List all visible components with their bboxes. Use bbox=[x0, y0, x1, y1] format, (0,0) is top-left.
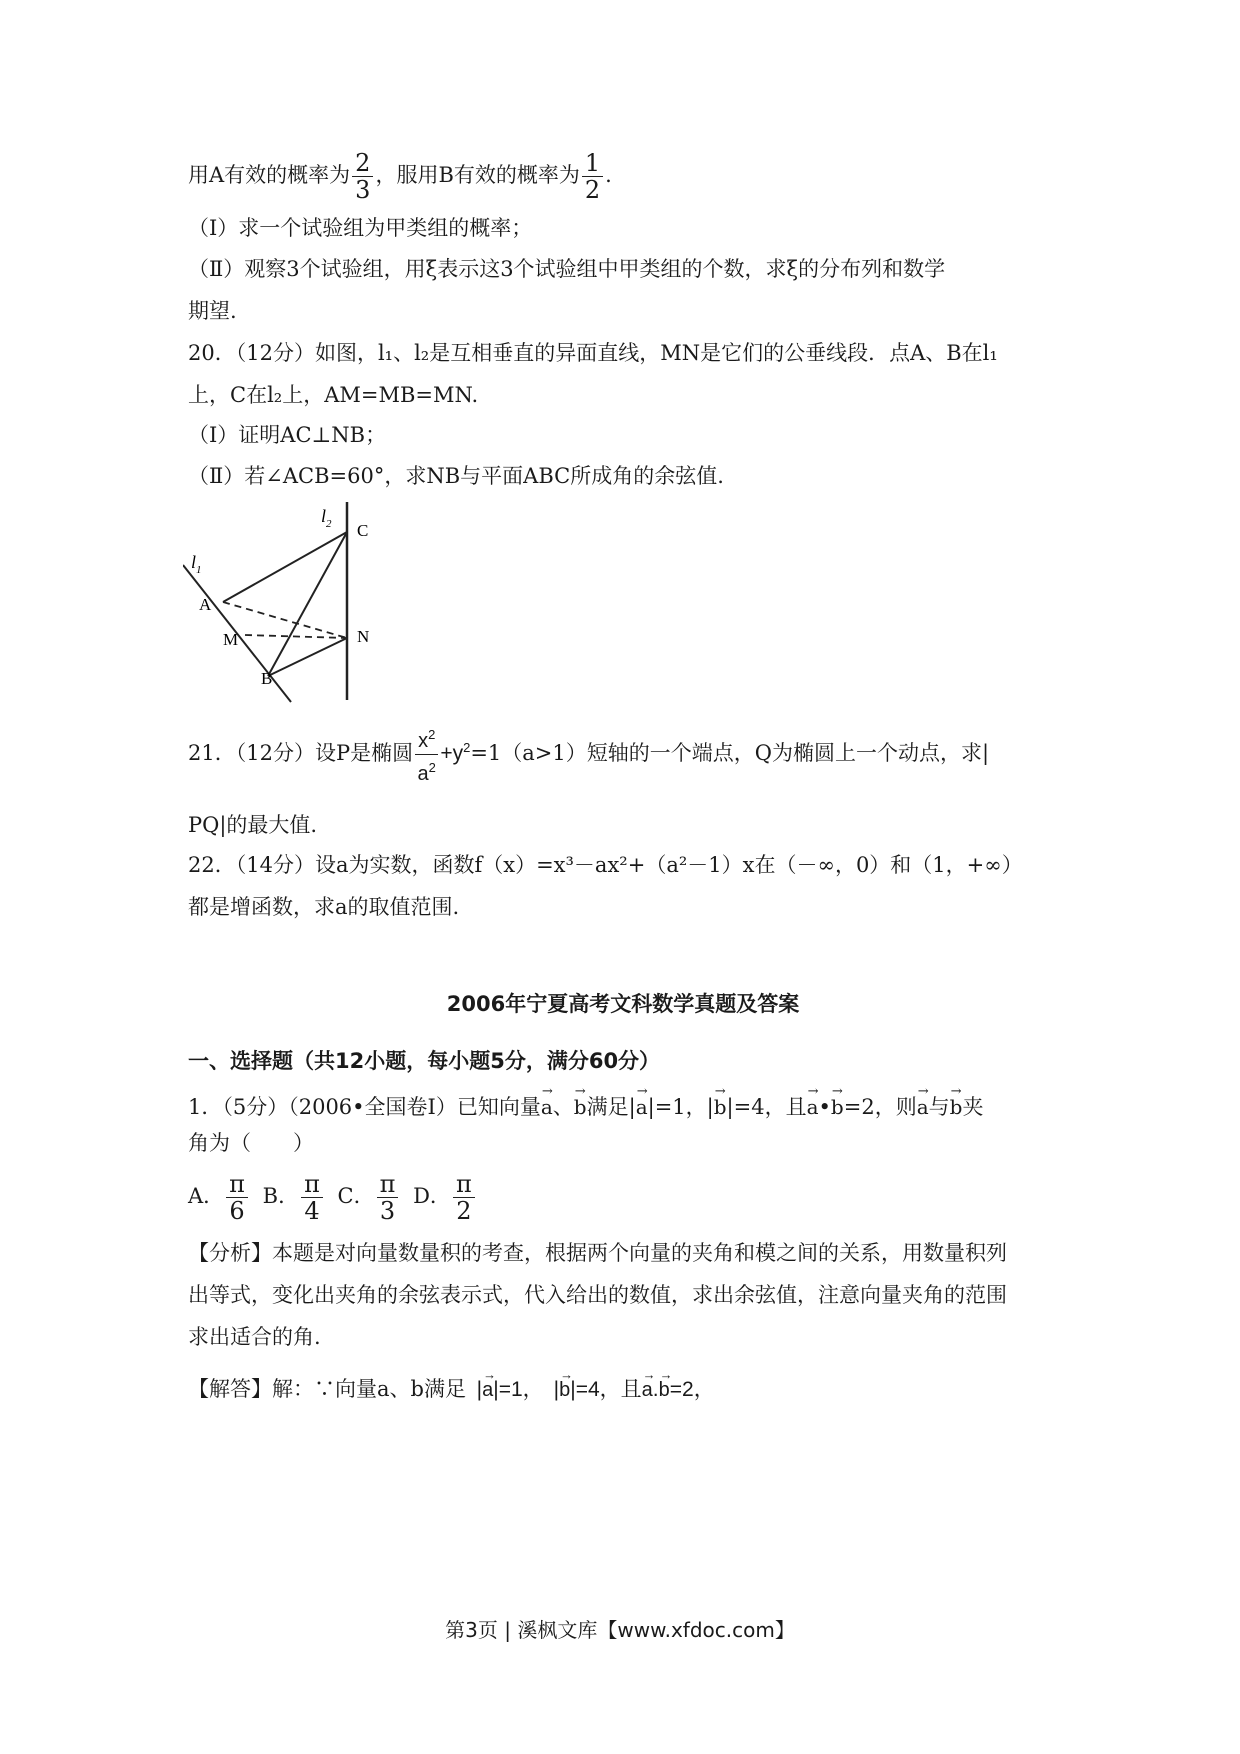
text: $+y^2$ bbox=[440, 740, 471, 765]
denominator: $a^2$ bbox=[417, 760, 436, 785]
text: |=1，| bbox=[647, 1095, 714, 1119]
q21-line2: PQ|的最大值. bbox=[188, 813, 318, 837]
label-c: C bbox=[357, 521, 369, 540]
segment-mn bbox=[245, 635, 347, 638]
option-a: A． $\frac{\pi}{6}$ bbox=[188, 1184, 250, 1208]
q21-line1 bbox=[188, 722, 989, 787]
text: ，服用B有效的概率为 bbox=[375, 163, 580, 187]
text: 与 bbox=[928, 1095, 950, 1119]
label-a: A bbox=[199, 595, 212, 614]
text: =1（a>1）短轴的一个端点，Q为椭圆上一个动点，求| bbox=[470, 741, 990, 765]
text: ，且 bbox=[599, 1377, 642, 1401]
label-n: N bbox=[357, 627, 370, 646]
label-b: B bbox=[261, 669, 273, 688]
fraction-two-thirds bbox=[352, 150, 373, 203]
vector-b: → b bbox=[831, 1086, 844, 1122]
vector-a: → a bbox=[541, 1086, 553, 1122]
q1-options bbox=[188, 1170, 477, 1224]
vector-a: → a bbox=[917, 1086, 929, 1122]
q20-line1: 20．（12分）如图，l₁、l₂是互相垂直的异面直线，MN是它们的公垂线段．点A、B在l₁ bbox=[188, 341, 998, 365]
text: ， bbox=[693, 1377, 715, 1401]
q20-line2: 上，C在l₂上，AM=MB=MN. bbox=[188, 383, 479, 407]
label-l2: $l_2$ bbox=[321, 506, 332, 530]
text: |=4，且 bbox=[726, 1095, 807, 1119]
label-m: M bbox=[223, 630, 239, 649]
vector-a: → a bbox=[807, 1086, 819, 1122]
label-l1: $l_1$ bbox=[191, 552, 202, 576]
numerator: 1 bbox=[582, 150, 603, 177]
q22-line2: 都是增函数，求a的取值范围. bbox=[188, 895, 460, 919]
section-title: 2006年宁夏高考文科数学真题及答案 bbox=[446, 992, 800, 1016]
q19-part2-line2: 期望. bbox=[188, 299, 237, 323]
q1-line1 bbox=[188, 1086, 983, 1122]
q19-part2-line1: （Ⅱ）观察3个试验组，用ξ表示这3个试验组中甲类组的个数，求ξ的分布列和数学 bbox=[188, 257, 946, 281]
segment-an bbox=[223, 602, 347, 638]
vector-a: → a bbox=[636, 1086, 648, 1122]
text: • bbox=[818, 1095, 831, 1119]
text: 【解答】解：∵向量a、b满足 bbox=[188, 1377, 466, 1401]
vector-b: → b bbox=[950, 1086, 963, 1122]
q20-part2: （Ⅱ）若∠ACB=60°，求NB与平面ABC所成角的余弦值. bbox=[188, 464, 724, 488]
analysis-line1: 【分析】本题是对向量数量积的考查，根据两个向量的夹角和模之间的关系，用数量积列 bbox=[188, 1241, 1007, 1265]
answer-dot-product: → a.→ b=2 bbox=[642, 1378, 694, 1401]
text: =2，则 bbox=[843, 1095, 917, 1119]
analysis-line2: 出等式，变化出夹角的余弦表示式，代入给出的数值，求出余弦值，注意向量夹角的范围 bbox=[188, 1283, 1007, 1307]
geometry-figure bbox=[183, 500, 423, 705]
page-footer: 第3页 | 溪枫文库【www.xfdoc.com】 bbox=[445, 1618, 795, 1642]
fraction-one-half bbox=[582, 150, 603, 203]
text: 21．（12分）设P是椭圆 bbox=[188, 741, 414, 765]
vector-b: → b bbox=[574, 1086, 587, 1122]
text: 满足| bbox=[586, 1095, 636, 1119]
text: 用A有效的概率为 bbox=[188, 163, 351, 187]
option-b: B． $\frac{\pi}{4}$ bbox=[263, 1184, 325, 1208]
vector-b: → b bbox=[714, 1086, 727, 1122]
option-d: D． $\frac{\pi}{2}$ bbox=[413, 1184, 477, 1208]
analysis-line3: 求出适合的角. bbox=[188, 1325, 321, 1349]
text: 夹 bbox=[962, 1095, 984, 1119]
numerator: $x^2$ bbox=[415, 722, 438, 755]
text: 1．（5分）（2006•全国卷Ⅰ）已知向量 bbox=[188, 1095, 541, 1119]
denominator: 2 bbox=[584, 176, 601, 204]
text: . bbox=[605, 163, 612, 187]
q1-line2: 角为（ ） bbox=[188, 1131, 314, 1155]
answer-math: |→ a|=1， |→ b|=4 bbox=[477, 1378, 600, 1401]
ellipse-fraction bbox=[415, 722, 438, 787]
q19-part1: （Ⅰ）求一个试验组为甲类组的概率； bbox=[188, 216, 533, 240]
section-heading: 一、选择题（共12小题，每小题5分，满分60分） bbox=[188, 1049, 661, 1073]
denominator: 3 bbox=[355, 176, 371, 204]
q20-part1: （Ⅰ）证明AC⊥NB； bbox=[188, 423, 387, 447]
q22-line1: 22．（14分）设a为实数，函数f（x）=x³－ax²+（a²－1）x在（－∞，0）和（1，+∞） bbox=[188, 853, 1023, 877]
option-c: C． $\frac{\pi}{3}$ bbox=[338, 1184, 401, 1208]
answer-line bbox=[188, 1364, 715, 1410]
numerator: 2 bbox=[352, 150, 373, 177]
segment-bn bbox=[268, 638, 347, 676]
text: 、 bbox=[552, 1095, 574, 1119]
q19-tail-line bbox=[188, 150, 612, 203]
